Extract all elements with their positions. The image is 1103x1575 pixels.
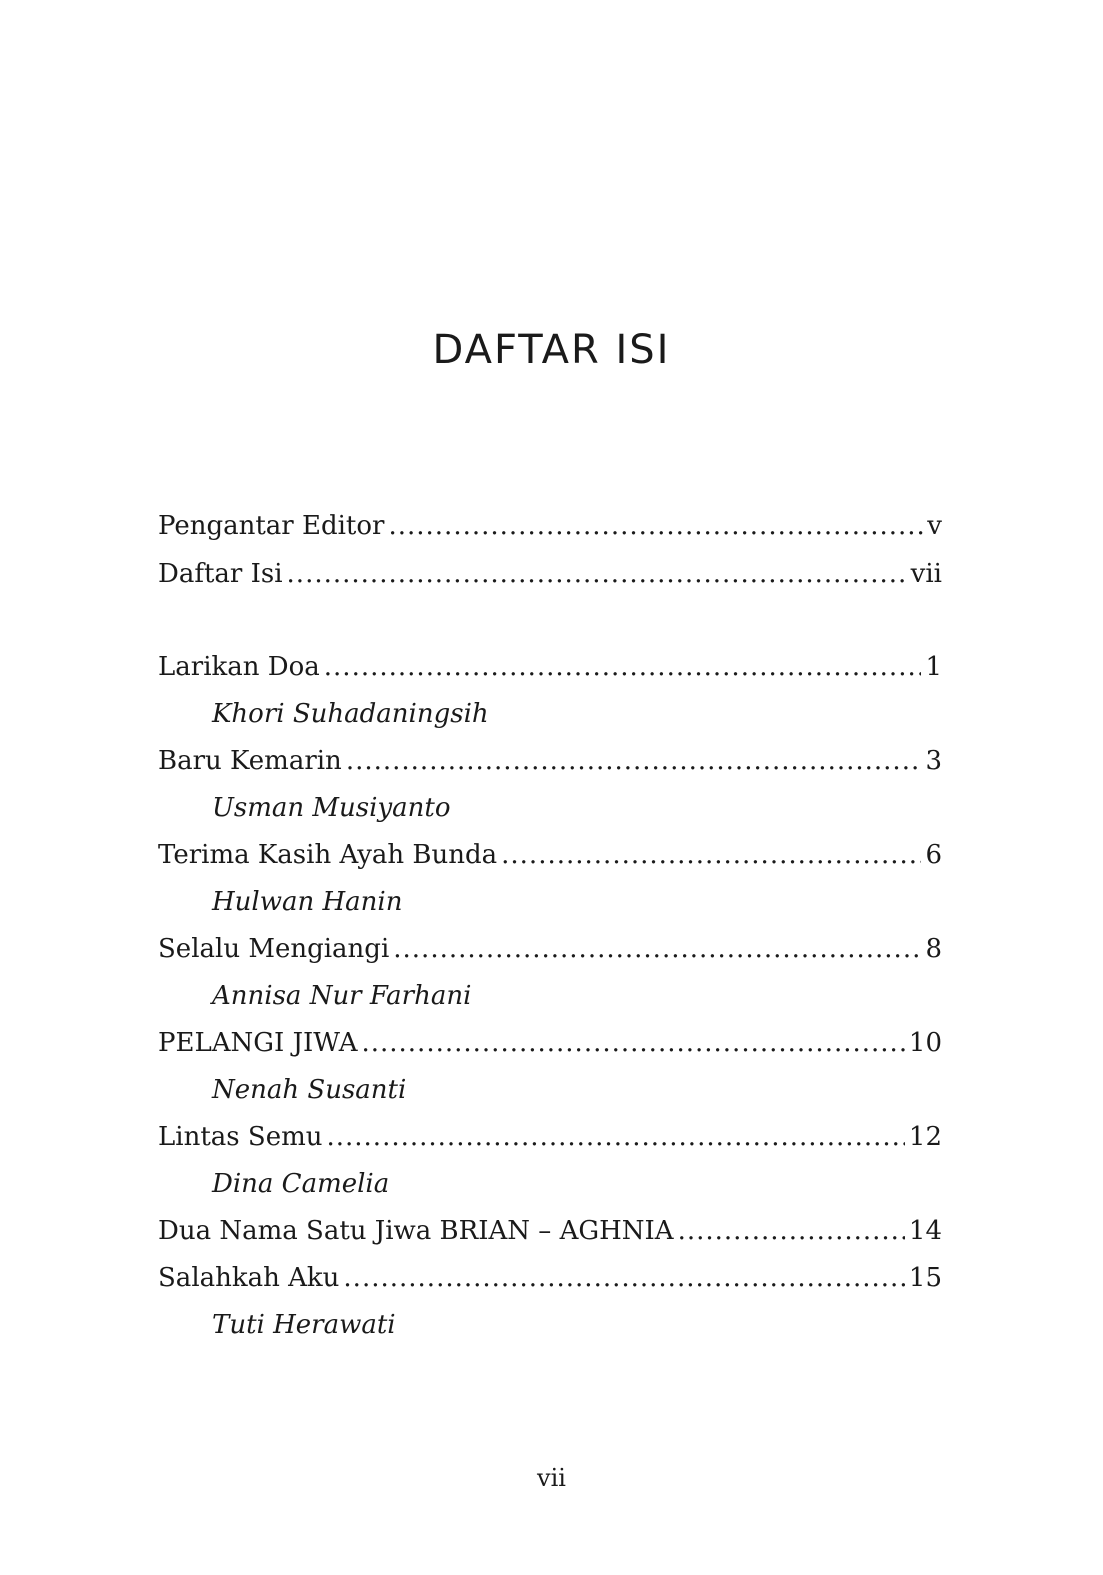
toc-row[interactable] — [158, 1023, 942, 1063]
toc-entry-title: Lintas Semu — [158, 1122, 323, 1152]
toc-row[interactable] — [158, 835, 942, 875]
toc-page-number: v — [927, 511, 942, 541]
toc-leader-dots — [678, 1211, 905, 1251]
page-number-footer: vii — [537, 1464, 566, 1492]
toc-entry-title: Daftar Isi — [158, 559, 283, 589]
toc-row-front-matter[interactable] — [158, 554, 942, 594]
toc-row[interactable] — [158, 1258, 942, 1298]
toc-entry-title: Salahkah Aku — [158, 1263, 340, 1293]
toc-page-number: 1 — [925, 652, 942, 682]
toc-entry-author: Khori Suhadaningsih — [212, 699, 489, 729]
toc-leader-dots — [324, 647, 922, 687]
toc-page-number: 12 — [908, 1122, 942, 1152]
toc-leader-dots — [501, 835, 921, 875]
toc-page-number: 10 — [908, 1028, 942, 1058]
toc-entry-title: Baru Kemarin — [158, 746, 342, 776]
page-title: DAFTAR ISI — [432, 327, 671, 373]
toc-page-number: vii — [910, 559, 942, 589]
toc-entry-title: Pengantar Editor — [158, 511, 385, 541]
toc-page-number: 14 — [908, 1216, 942, 1246]
toc-row[interactable] — [158, 647, 942, 687]
toc-row-front-matter[interactable] — [158, 506, 942, 546]
toc-page-number: 15 — [908, 1263, 942, 1293]
toc-entry-author: Hulwan Hanin — [212, 887, 403, 917]
toc-leader-dots — [343, 1258, 904, 1298]
toc-entry-title: Selalu Mengiangi — [158, 934, 390, 964]
toc-page-number: 6 — [925, 840, 942, 870]
toc-row[interactable] — [158, 1117, 942, 1157]
toc-leader-dots — [388, 506, 923, 546]
toc-entry-title: Larikan Doa — [158, 652, 320, 682]
toc-leader-dots — [346, 741, 922, 781]
toc-entry-author: Usman Musiyanto — [212, 793, 451, 823]
toc-row[interactable] — [158, 741, 942, 781]
toc-entry-title: PELANGI JIWA — [158, 1028, 358, 1058]
toc-row[interactable] — [158, 929, 942, 969]
toc-leader-dots — [287, 554, 907, 594]
toc-entry-author: Dina Camelia — [212, 1169, 390, 1199]
toc-entry-author: Tuti Herawati — [212, 1310, 396, 1340]
toc-leader-dots — [361, 1023, 904, 1063]
toc-page-number: 8 — [925, 934, 942, 964]
toc-row[interactable] — [158, 1211, 942, 1251]
toc-entry-title: Terima Kasih Ayah Bunda — [158, 840, 498, 870]
toc-leader-dots — [393, 929, 921, 969]
toc-entry-title: Dua Nama Satu Jiwa BRIAN – AGHNIA — [158, 1216, 674, 1246]
toc-entry-author: Nenah Susanti — [212, 1075, 407, 1105]
toc-leader-dots — [326, 1117, 904, 1157]
toc-entry-author: Annisa Nur Farhani — [212, 981, 472, 1011]
toc-page-number: 3 — [925, 746, 942, 776]
